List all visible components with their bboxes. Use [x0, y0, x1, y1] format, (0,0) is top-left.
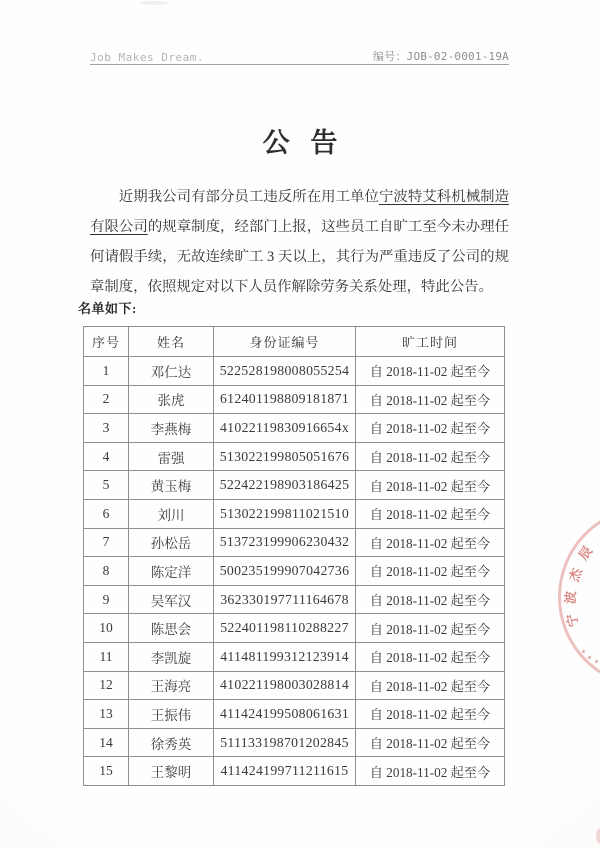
page-title: 公 告 — [262, 128, 345, 159]
table-cell: 362330197711164678 — [214, 585, 356, 614]
table-cell: 陈思会 — [129, 614, 214, 643]
table-cell: 李燕梅 — [129, 414, 214, 443]
paragraph-segment: 近期我公司有部分员工违反所在用工单位 — [118, 189, 379, 206]
table-cell: 513723199906230432 — [214, 528, 356, 557]
paragraph-segment: 的规章制度，经部门上报，这些员工自旷工至今未办理任何请假手续，无故连续旷工 3 天以上，其行为严重违反了公司的规章制度，依照规定对以下人员作解除劳务关系处理，特此公告。 — [90, 219, 509, 296]
table-cell: 410221198003028814 — [214, 671, 356, 700]
column-header: 序号 — [84, 327, 129, 357]
table-cell: 徐秀英 — [129, 728, 214, 757]
table-cell: 雷强 — [129, 442, 214, 471]
scan-artifact — [140, 1, 168, 5]
table-row — [84, 557, 505, 586]
table-row — [84, 499, 505, 528]
table-cell: 自 2018-11-02 起至今 — [356, 414, 505, 443]
table-cell: 7 — [84, 528, 129, 557]
document-number: 编号：JOB-02-0001-19A — [373, 50, 509, 63]
scan-artifact — [596, 828, 600, 844]
table-cell: 陈定洋 — [129, 557, 214, 586]
table-cell: 6 — [84, 499, 129, 528]
seal-character: 波 — [562, 590, 579, 605]
red-seal-stamp — [558, 506, 600, 688]
table-cell: 李凯旋 — [129, 642, 214, 671]
header-slogan: Job Makes Dream. — [90, 51, 204, 64]
table-cell: 522528198008055254 — [214, 357, 356, 386]
table-row — [84, 385, 505, 414]
table-cell: 黄玉梅 — [129, 471, 214, 500]
table-cell: 15 — [84, 757, 129, 786]
table-cell: 自 2018-11-02 起至今 — [356, 442, 505, 471]
table-cell: 自 2018-11-02 起至今 — [356, 528, 505, 557]
table-cell: 刘川 — [129, 499, 214, 528]
table-row — [84, 528, 505, 557]
column-header: 身份证编号 — [214, 327, 356, 357]
table-cell: 吴军汉 — [129, 585, 214, 614]
table-cell: 邓仁达 — [129, 357, 214, 386]
table-cell: 513022199811021510 — [214, 499, 356, 528]
table-cell: 4 — [84, 442, 129, 471]
table-cell: 14 — [84, 728, 129, 757]
company-name-underlined: 宁波特艾科机械制造有限公司 — [90, 189, 509, 236]
table-row — [84, 585, 505, 614]
column-header: 旷工时间 — [356, 327, 505, 357]
table-cell: 522422198903186425 — [214, 471, 356, 500]
column-header: 姓名 — [129, 327, 214, 357]
table-cell: 王黎明 — [129, 757, 214, 786]
table-row — [84, 642, 505, 671]
table-cell: 自 2018-11-02 起至今 — [356, 757, 505, 786]
table-cell: 张虎 — [129, 385, 214, 414]
table-body — [84, 357, 505, 786]
table-cell: 自 2018-11-02 起至今 — [356, 499, 505, 528]
table-cell: 411424199711211615 — [214, 757, 356, 786]
table-cell: 2 — [84, 385, 129, 414]
table-cell: 11 — [84, 642, 129, 671]
table-cell: 8 — [84, 557, 129, 586]
table-cell: 自 2018-11-02 起至今 — [356, 471, 505, 500]
table-cell: 孙松岳 — [129, 528, 214, 557]
table-cell: 自 2018-11-02 起至今 — [356, 700, 505, 729]
seal-dot — [588, 656, 591, 659]
absentee-table — [83, 326, 505, 786]
table-cell: 13 — [84, 700, 129, 729]
table-cell: 3 — [84, 414, 129, 443]
table-cell: 9 — [84, 585, 129, 614]
table-cell: 自 2018-11-02 起至今 — [356, 557, 505, 586]
table-row — [84, 614, 505, 643]
body-paragraph — [90, 182, 509, 302]
table-cell: 511133198701202845 — [214, 728, 356, 757]
table-cell: 王振伟 — [129, 700, 214, 729]
table-cell: 自 2018-11-02 起至今 — [356, 642, 505, 671]
table-row — [84, 728, 505, 757]
table-row — [84, 471, 505, 500]
table-cell: 自 2018-11-02 起至今 — [356, 585, 505, 614]
document-header — [90, 46, 509, 64]
table-row — [84, 671, 505, 700]
seal-character: 辰 — [575, 543, 596, 563]
table-header-row — [84, 327, 505, 357]
seal-dot — [595, 660, 598, 663]
seal-character: 杰 — [566, 566, 585, 584]
header-divider — [90, 64, 509, 65]
table-cell: 12 — [84, 671, 129, 700]
table-row — [84, 357, 505, 386]
table-cell: 10 — [84, 614, 129, 643]
table-cell: 5 — [84, 471, 129, 500]
table-cell: 自 2018-11-02 起至今 — [356, 614, 505, 643]
table-cell: 自 2018-11-02 起至今 — [356, 357, 505, 386]
seal-character: 宁 — [563, 612, 582, 629]
table-cell: 自 2018-11-02 起至今 — [356, 385, 505, 414]
table-row — [84, 442, 505, 471]
table-cell: 自 2018-11-02 起至今 — [356, 728, 505, 757]
table-cell: 411424199508061631 — [214, 700, 356, 729]
table-cell: 41022119830916654x — [214, 414, 356, 443]
table-cell: 522401198110288227 — [214, 614, 356, 643]
table-cell: 411481199312123914 — [214, 642, 356, 671]
table-cell: 612401198809181871 — [214, 385, 356, 414]
table-row — [84, 700, 505, 729]
table-cell: 513022199805051676 — [214, 442, 356, 471]
table-row — [84, 757, 505, 786]
table-row — [84, 414, 505, 443]
table-cell: 1 — [84, 357, 129, 386]
table-cell: 自 2018-11-02 起至今 — [356, 671, 505, 700]
table-cell: 500235199907042736 — [214, 557, 356, 586]
seal-dot — [582, 650, 585, 653]
list-label: 名单如下: — [78, 301, 137, 316]
table-cell: 王海亮 — [129, 671, 214, 700]
